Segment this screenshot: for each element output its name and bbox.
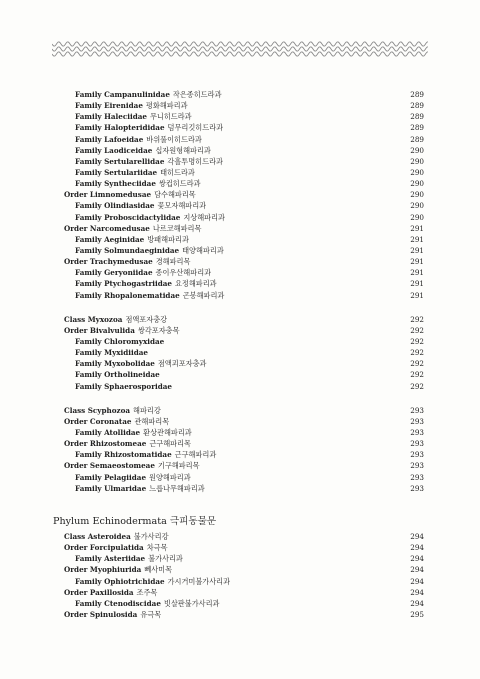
latin-name: Family Eirenidae xyxy=(75,101,143,111)
page-number: 293 xyxy=(410,483,424,493)
wave-border-ornament xyxy=(52,40,428,58)
korean-name: 기구해파리목 xyxy=(157,461,200,471)
toc-entry xyxy=(64,438,428,449)
korean-name: 꽃모자해파리과 xyxy=(157,201,207,211)
page-number: 293 xyxy=(410,450,424,460)
toc-entry xyxy=(64,553,428,564)
entry-name xyxy=(75,145,211,156)
latin-name: Family Asteriidae xyxy=(75,554,146,564)
korean-name: 무니히드라과 xyxy=(149,112,192,122)
toc-entry xyxy=(64,278,428,289)
entry-name xyxy=(75,89,222,100)
entry-name xyxy=(75,358,206,369)
entry-name xyxy=(75,122,223,133)
entry-name xyxy=(75,111,192,122)
latin-name: Class Asteroidea xyxy=(64,532,131,541)
latin-name: Order Myophiurida xyxy=(64,565,142,575)
toc-entry xyxy=(64,212,428,223)
table-of-contents xyxy=(64,89,428,494)
toc-entry xyxy=(64,167,428,178)
latin-name: Order Paxillosida xyxy=(64,587,134,597)
entry-name xyxy=(75,267,211,278)
toc-entry xyxy=(64,223,428,234)
page-number: 291 xyxy=(410,257,424,267)
entry-name xyxy=(75,156,223,167)
latin-name: Family Ptychogastriidae xyxy=(75,279,172,289)
entry-name xyxy=(75,245,224,256)
entry-name xyxy=(75,449,216,460)
entry-name xyxy=(64,542,168,553)
toc-entry xyxy=(64,178,428,189)
toc-entry xyxy=(64,472,428,483)
korean-name: 환상관해파리과 xyxy=(143,427,192,437)
page-number: 294 xyxy=(410,576,424,586)
page-number: 293 xyxy=(410,439,424,449)
page-number: 289 xyxy=(410,90,424,99)
toc-entry xyxy=(64,416,428,427)
korean-name: 빗살판불가사리과 xyxy=(163,598,220,608)
page-number: 289 xyxy=(410,112,424,122)
latin-name: Family Atollidae xyxy=(75,427,141,437)
korean-name: 해파리강 xyxy=(133,405,161,415)
page-number: 293 xyxy=(410,405,424,415)
page-number: 289 xyxy=(410,101,424,111)
page-number: 293 xyxy=(410,472,424,482)
page-number: 290 xyxy=(410,201,424,211)
korean-name: 불가사리강 xyxy=(133,532,169,541)
page-number: 290 xyxy=(410,212,424,222)
toc-entry xyxy=(64,189,428,200)
korean-name: 원양해파리과 xyxy=(149,472,191,482)
entry-name xyxy=(75,278,217,289)
page-number: 291 xyxy=(410,234,424,244)
latin-name: Order Limnomedusae xyxy=(64,190,152,200)
korean-name: 근구해파리목 xyxy=(149,439,191,449)
entry-name xyxy=(64,325,180,336)
korean-name: 점액괴포자충과 xyxy=(157,359,207,369)
entry-name xyxy=(64,460,200,471)
latin-name: Family Lafoeidae xyxy=(75,134,144,144)
latin-name: Order Coronatae xyxy=(64,416,132,426)
page-number: 291 xyxy=(410,223,424,233)
entry-name xyxy=(75,427,192,438)
toc-entry xyxy=(64,564,428,575)
latin-name: Order Trachymedusae xyxy=(64,257,153,267)
entry-name xyxy=(75,134,202,145)
toc-entry xyxy=(64,587,428,598)
korean-name: 태히드라과 xyxy=(160,167,195,177)
entry-name xyxy=(75,200,206,211)
toc-entry xyxy=(64,245,428,256)
page-number: 293 xyxy=(410,427,424,437)
page-number: 294 xyxy=(410,543,424,553)
toc-entry xyxy=(64,358,428,369)
latin-name: Family Rhizostomatidae xyxy=(75,450,172,460)
page-number: 294 xyxy=(410,598,424,608)
page-number: 292 xyxy=(410,348,424,358)
korean-name: 쌍컵히드라과 xyxy=(158,179,201,189)
korean-name: 평화해파리과 xyxy=(145,101,188,111)
korean-name: 불가사리과 xyxy=(148,554,183,564)
latin-name: Family Halopterididae xyxy=(75,123,165,133)
toc-entry xyxy=(64,200,428,211)
korean-name: 각흘투명히드라과 xyxy=(167,156,223,166)
korean-name: 작은종히드라과 xyxy=(172,90,222,99)
latin-name: Order Spinulosida xyxy=(64,609,138,619)
latin-name: Family Ulmaridae xyxy=(75,483,147,493)
toc-entry xyxy=(64,290,428,301)
toc-entry xyxy=(64,256,428,267)
latin-name: Family Chloromyxidae xyxy=(75,336,165,346)
toc-entry xyxy=(64,336,428,347)
latin-name: Class Scyphozoa xyxy=(64,405,131,415)
page-number: 290 xyxy=(410,179,424,189)
entry-name xyxy=(75,178,201,189)
page-number: 292 xyxy=(410,314,424,324)
korean-name: 가시거미불가사리과 xyxy=(167,576,231,586)
korean-name: 경해파리목 xyxy=(155,257,191,267)
toc-entry xyxy=(64,576,428,587)
entry-name xyxy=(75,167,195,178)
phylum-latin: Phylum Echinodermata xyxy=(53,516,167,527)
korean-name: 나르코해파리목 xyxy=(152,223,202,233)
page-number: 294 xyxy=(410,565,424,575)
phylum-korean: 극피동물문 xyxy=(169,516,217,527)
page-number: 290 xyxy=(410,145,424,155)
toc-entry xyxy=(64,609,428,620)
toc-entry xyxy=(64,449,428,460)
toc-entry xyxy=(64,156,428,167)
korean-name: 종이우산해파리과 xyxy=(155,268,212,278)
latin-name: Family Geryoniidae xyxy=(75,268,153,278)
entry-name xyxy=(75,369,163,380)
page-number: 292 xyxy=(410,359,424,369)
latin-name: Family Ophiotrichidae xyxy=(75,576,165,586)
latin-name: Family Ctenodiscidae xyxy=(75,598,161,608)
korean-name: 태양해파리과 xyxy=(182,245,224,255)
latin-name: Family Aeginidae xyxy=(75,234,145,244)
group-spacer xyxy=(64,301,428,314)
toc-entry xyxy=(64,369,428,380)
page-number: 289 xyxy=(410,134,424,144)
korean-name: 요정해파리과 xyxy=(174,279,217,289)
latin-name: Order Rhizostomeae xyxy=(64,439,147,449)
korean-name: 지상해파리과 xyxy=(183,212,226,222)
toc-entry xyxy=(64,122,428,133)
page-number: 295 xyxy=(410,609,424,619)
entry-name xyxy=(64,256,190,267)
entry-name xyxy=(64,223,201,234)
entry-name xyxy=(64,564,172,575)
latin-name: Family Campanulinidae xyxy=(75,90,170,99)
toc-entry xyxy=(64,347,428,358)
page-number: 292 xyxy=(410,336,424,346)
korean-name: 방패해파리과 xyxy=(147,234,189,244)
entry-name xyxy=(64,416,169,427)
entry-name xyxy=(75,234,189,245)
latin-name: Family Rhopalonematidae xyxy=(75,290,180,300)
latin-name: Order Semaeostomeae xyxy=(64,461,155,471)
toc-entry xyxy=(64,145,428,156)
entry-name xyxy=(64,405,161,416)
entry-name xyxy=(75,576,230,587)
korean-name: 담수해파리목 xyxy=(154,190,196,200)
entry-name xyxy=(75,472,191,483)
page-number: 294 xyxy=(410,532,424,541)
toc-entry xyxy=(64,314,428,325)
phylum-heading xyxy=(53,516,428,528)
korean-name: 덤무리깃히드라과 xyxy=(167,123,224,133)
page-number: 291 xyxy=(410,279,424,289)
entry-name xyxy=(75,290,224,301)
entry-name xyxy=(64,189,196,200)
entry-name xyxy=(75,483,205,494)
latin-name: Family Olindiasidae xyxy=(75,201,155,211)
korean-name: 곤봉해파리과 xyxy=(182,290,225,300)
korean-name: 느릅나무해파리과 xyxy=(149,483,205,493)
entry-name xyxy=(75,598,219,609)
latin-name: Family Sphaerosporidae xyxy=(75,381,173,391)
toc-entry xyxy=(64,89,428,100)
toc-entry xyxy=(64,111,428,122)
page-number: 294 xyxy=(410,554,424,564)
toc-entry xyxy=(64,234,428,245)
toc-entry xyxy=(64,598,428,609)
page-number: 292 xyxy=(410,381,424,391)
korean-name: 유극목 xyxy=(140,609,162,619)
entry-name xyxy=(75,347,151,358)
latin-name: Family Proboscidactylidae xyxy=(75,212,181,222)
latin-name: Family Myxidiidae xyxy=(75,348,149,358)
entry-name xyxy=(75,336,167,347)
latin-name: Class Myxozoa xyxy=(64,314,123,324)
entry-name xyxy=(75,212,225,223)
entry-name xyxy=(64,609,161,620)
page-number: 291 xyxy=(410,245,424,255)
page-number: 293 xyxy=(410,461,424,471)
toc-entry xyxy=(64,483,428,494)
toc-entry xyxy=(64,405,428,416)
page-number: 290 xyxy=(410,156,424,166)
latin-name: Family Sertulariidae xyxy=(75,167,158,177)
korean-name: 십자원형해파리과 xyxy=(155,145,211,155)
group-spacer xyxy=(64,392,428,405)
entry-name xyxy=(64,531,169,542)
korean-name: 점액포자충강 xyxy=(125,314,168,324)
latin-name: Order Bivalvulida xyxy=(64,325,135,335)
latin-name: Order Forcipulatida xyxy=(64,543,144,553)
toc-entry xyxy=(64,381,428,392)
korean-name: 근구해파리과 xyxy=(174,450,217,460)
entry-name xyxy=(75,553,183,564)
page-number: 294 xyxy=(410,587,424,597)
latin-name: Family Syntheciidae xyxy=(75,179,156,189)
latin-name: Family Pelagiidae xyxy=(75,472,147,482)
page-number: 290 xyxy=(410,190,424,200)
toc-entry xyxy=(64,427,428,438)
korean-name: 뻬사미목 xyxy=(144,565,173,575)
entry-name xyxy=(64,314,167,325)
latin-name: Family Laodiceidae xyxy=(75,145,153,155)
entry-name xyxy=(64,587,157,598)
page-number: 291 xyxy=(410,268,424,278)
entry-name xyxy=(64,438,191,449)
toc-entry xyxy=(64,542,428,553)
latin-name: Family Solmundaeginidae xyxy=(75,245,180,255)
korean-name: 관해파리목 xyxy=(134,416,170,426)
echinodermata-contents xyxy=(64,531,428,620)
korean-name: 바위풀이히드라과 xyxy=(146,134,202,144)
latin-name: Order Narcomedusae xyxy=(64,223,150,233)
toc-entry xyxy=(64,100,428,111)
latin-name: Family Haleciidae xyxy=(75,112,147,122)
page-number: 293 xyxy=(410,416,424,426)
toc-entry xyxy=(64,267,428,278)
entry-name xyxy=(75,100,188,111)
page-number: 291 xyxy=(410,290,424,300)
toc-entry xyxy=(64,325,428,336)
page-number: 289 xyxy=(410,123,424,133)
korean-name: 쌍각포자충목 xyxy=(137,325,180,335)
toc-entry xyxy=(64,531,428,542)
korean-name: 차극목 xyxy=(146,543,168,553)
toc-entry xyxy=(64,134,428,145)
korean-name: 조주목 xyxy=(136,587,158,597)
latin-name: Family Myxobolidae xyxy=(75,359,155,369)
page-number: 290 xyxy=(410,167,424,177)
latin-name: Family Ortholineidae xyxy=(75,370,160,380)
entry-name xyxy=(75,381,175,392)
page-number: 292 xyxy=(410,325,424,335)
latin-name: Family Sertularellidae xyxy=(75,156,165,166)
page-number: 292 xyxy=(410,370,424,380)
toc-entry xyxy=(64,460,428,471)
